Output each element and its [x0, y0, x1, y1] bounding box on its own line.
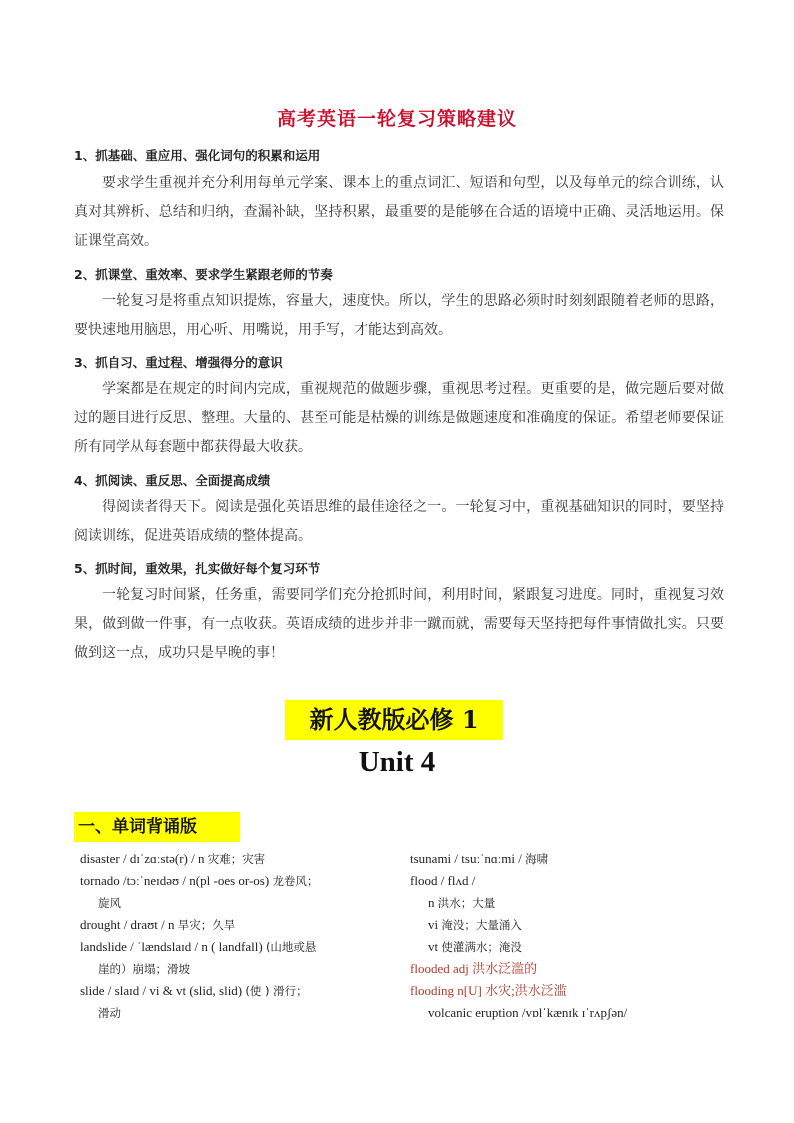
- page-title: 高考英语一轮复习策略建议: [276, 108, 517, 130]
- vocab-column-right: [410, 848, 740, 1024]
- unit-title: Unit 4: [358, 746, 436, 778]
- vocab-entry: [80, 1002, 385, 1024]
- vocab-meaning: (使 ) 滑行；: [245, 984, 308, 998]
- vocab-meaning: 洪水；大量: [437, 896, 496, 910]
- section-heading-3: 3、抓自习、重过程、增强得分的意识: [74, 355, 283, 370]
- vocab-entry: [80, 958, 385, 980]
- vocab-word: flooding n[U] 水灾;洪水泛滥: [410, 983, 567, 998]
- vocab-entry: [410, 958, 740, 980]
- section-paragraph-3: 学案都是在规定的时间内完成，重视规范的做题步骤，重视思考过程。更重要的是，做完题后要对做过的题目进行反思、整理。大量的、甚至可能是枯燥的训练是做题速度和准确度的保证。希望老师要保证所有同学从每套题中都获得最大收获。: [74, 381, 724, 455]
- vocab-entry: [410, 980, 740, 1002]
- vocab-meaning: 旱灾；久旱: [177, 918, 236, 932]
- vocab-entry: [80, 870, 385, 892]
- vocab-entry: [410, 936, 740, 958]
- vocab-word: drought / draʊt / n: [80, 917, 178, 932]
- vocab-meaning: 海啸: [525, 852, 549, 866]
- vocab-word: landslide / ˈlændslaɪd / n ( landfall): [80, 939, 266, 954]
- vocab-word: vt: [428, 939, 442, 954]
- vocab-entry: [410, 914, 740, 936]
- vocab-meaning: 龙卷风；: [272, 874, 319, 888]
- vocab-entry: [410, 892, 740, 914]
- vocab-meaning: 滑动: [98, 1006, 121, 1020]
- vocab-word: flood / flʌd /: [410, 873, 476, 888]
- vocab-meaning: 淹没；大量涌入: [441, 918, 522, 932]
- vocab-word: vi: [428, 917, 442, 932]
- vocab-column-left: [80, 848, 385, 1024]
- section-heading-4: 4、抓阅读、重反思、全面提高成绩: [74, 473, 271, 488]
- vocab-meaning: (山地或悬: [265, 940, 317, 954]
- vocab-word: flooded adj 洪水泛滥的: [410, 961, 538, 976]
- section-paragraph-4: 得阅读者得天下。阅读是强化英语思维的最佳途径之一。一轮复习中，重视基础知识的同时，要坚持阅读训练，促进英语成绩的整体提高。: [74, 499, 724, 544]
- vocab-word: slide / slaɪd / vi & vt (slid, slid): [80, 983, 246, 998]
- vocab-entry: [80, 892, 385, 914]
- vocab-entry: [410, 1002, 740, 1024]
- vocab-meaning: 灾难；灾害: [207, 852, 266, 866]
- vocab-entry: [80, 914, 385, 936]
- vocab-word: n: [428, 895, 438, 910]
- section-paragraph-2: 一轮复习是将重点知识提炼，容量大，速度快。所以，学生的思路必须时时刻刻跟随着老师的思路，要快速地用脑思，用心听、用嘴说，用手写，才能达到高效。: [74, 293, 724, 338]
- vocab-meaning: 使灌满水；淹没: [441, 940, 522, 954]
- vocab-entry: [80, 980, 385, 1002]
- section-heading-2: 2、抓课堂、重效率、要求学生紧跟老师的节奏: [74, 267, 333, 282]
- vocab-entry: [410, 870, 740, 892]
- vocab-section-heading: 一、单词背诵版: [74, 812, 240, 842]
- vocab-meaning: 旋风: [98, 896, 121, 910]
- section-paragraph-5: 一轮复习时间紧，任务重，需要同学们充分抢抓时间，利用时间，紧跟复习进度。同时，重视复习效果，做到做一件事，有一点收获。英语成绩的进步并非一蹴而就，需要每天坚持把每件事情做扎实。只要做到这一点，成功只是早晚的事！: [74, 587, 724, 661]
- vocab-entry: [80, 936, 385, 958]
- section-heading-5: 5、抓时间，重效果，扎实做好每个复习环节: [74, 561, 321, 576]
- vocab-entry: [80, 848, 385, 870]
- vocab-word: disaster / dɪˈzɑːstə(r) / n: [80, 851, 208, 866]
- section-heading-1: 1、抓基础、重应用、强化词句的积累和运用: [74, 148, 321, 163]
- textbook-banner: 新人教版必修 1: [285, 700, 503, 740]
- vocab-entry: [410, 848, 740, 870]
- section-paragraph-1: 要求学生重视并充分利用每单元学案、课本上的重点词汇、短语和句型，以及每单元的综合训练，认真对其辨析、总结和归纳，查漏补缺，坚持积累，最重要的是能够在合适的语境中正确、灵活地运用。保证课堂高效。: [74, 175, 724, 249]
- vocab-word: tornado /tɔːˈneɪdəʊ / n(pl -oes or-os): [80, 873, 273, 888]
- vocab-word: tsunami / tsuːˈnɑːmi /: [410, 851, 526, 866]
- vocab-word: volcanic eruption /vɒlˈkænɪk ɪˈrʌpʃən/: [428, 1005, 628, 1020]
- vocab-meaning: 崖的）崩塌；滑坡: [98, 962, 190, 976]
